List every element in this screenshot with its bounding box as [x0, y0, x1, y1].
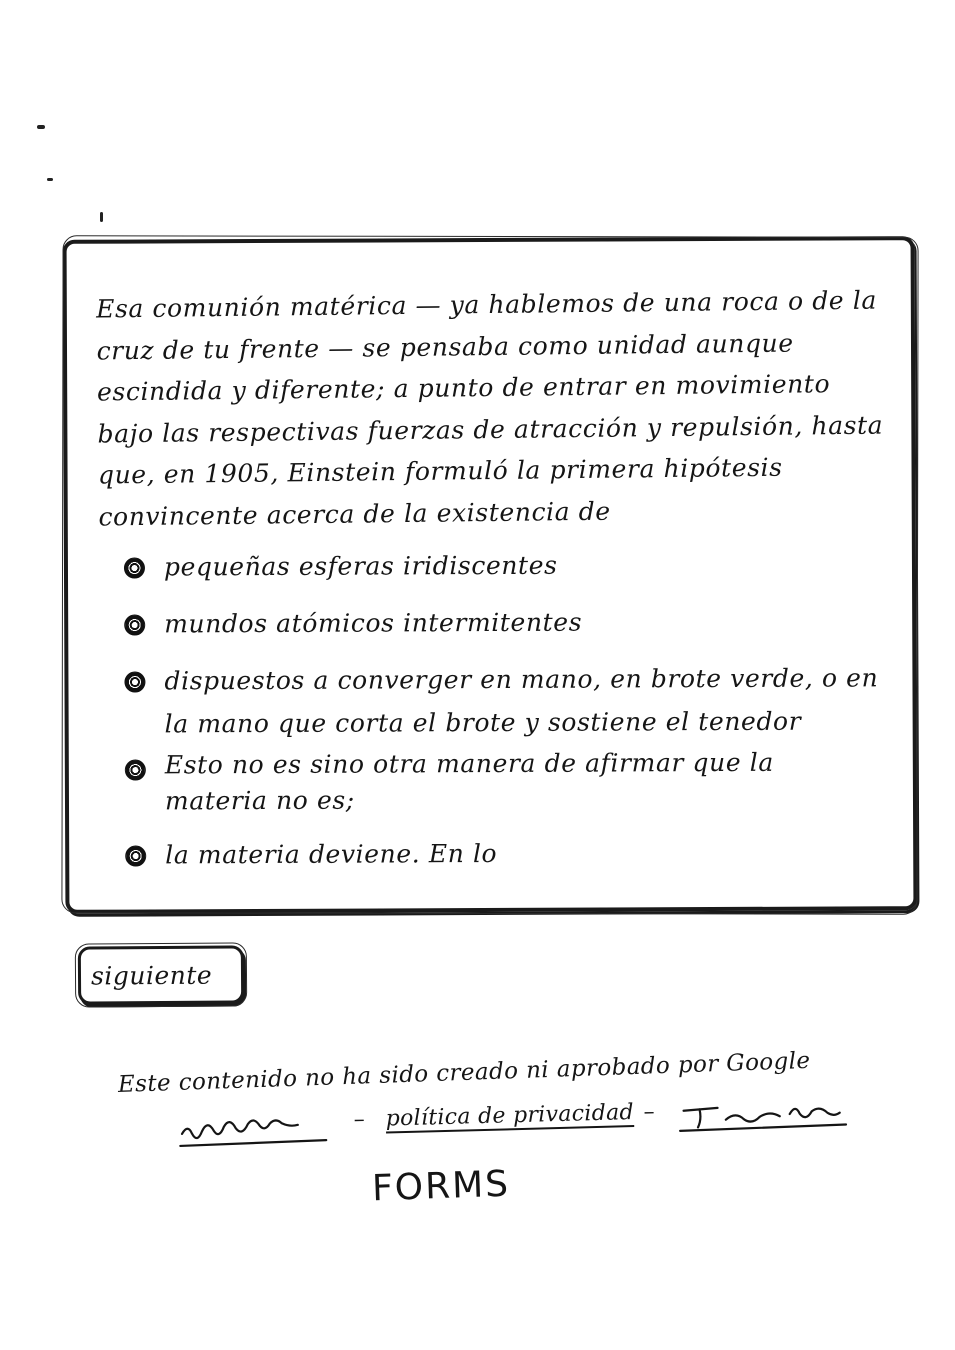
- spiral-bullet-icon: [124, 672, 145, 693]
- list-item-text: pequeñas esferas iridiscentes: [163, 550, 558, 582]
- intro-paragraph: Esa comunión matérica — ya hablemos de una roca o de la cruz de tu frente — se pensaba como unidad aunque escindida y diferente; a punto de entrar en movimiento bajo las respectivas fuerzas de atracción y repulsión, hasta que, en 1905, Einstein formuló la primera hipótesis convincente acerca de la existencia de: [95, 285, 884, 531]
- scribble-link-icon: [677, 1090, 848, 1138]
- spiral-bullet-icon: [125, 760, 146, 781]
- list-item-text: mundos atómicos intermitentes: [164, 607, 583, 639]
- list-item: [125, 744, 885, 819]
- list-item: [124, 656, 884, 745]
- list-item: [124, 599, 884, 645]
- footer-separator: –: [643, 1099, 655, 1125]
- footer-link-scribble[interactable]: [177, 1104, 328, 1152]
- list-item-text: la materia deviene. En lo: [165, 838, 498, 870]
- bullet-list: [124, 542, 885, 890]
- spiral-bullet-icon: [124, 615, 145, 636]
- footer-separator: –: [353, 1107, 366, 1133]
- google-forms-logo: FORMS: [371, 1163, 511, 1210]
- footer-link-scribble[interactable]: [677, 1090, 848, 1138]
- spiral-bullet-icon: [125, 846, 146, 867]
- spiral-bullet-icon: [124, 558, 145, 579]
- list-item-text: Esto no es sino otra manera de afirmar que la materia no es;: [164, 747, 774, 816]
- stray-pen-mark: [100, 212, 103, 222]
- list-item: [125, 830, 885, 876]
- footer-links: [177, 1090, 878, 1158]
- stray-pen-mark: [47, 178, 53, 181]
- next-button[interactable]: siguiente: [78, 945, 244, 1004]
- footer-disclaimer: Este contenido no ha sido creado ni aprobado por Google: [117, 1047, 811, 1098]
- scribble-link-icon: [177, 1104, 328, 1152]
- list-item-text: dispuestos a converger en mano, en brote verde, o en la mano que corta el brote y sostiene el tenedor: [164, 663, 879, 739]
- stray-pen-mark: [37, 125, 45, 129]
- privacy-policy-link[interactable]: política de privacidad: [385, 1100, 635, 1132]
- question-card: [63, 236, 918, 914]
- list-item: [124, 542, 884, 588]
